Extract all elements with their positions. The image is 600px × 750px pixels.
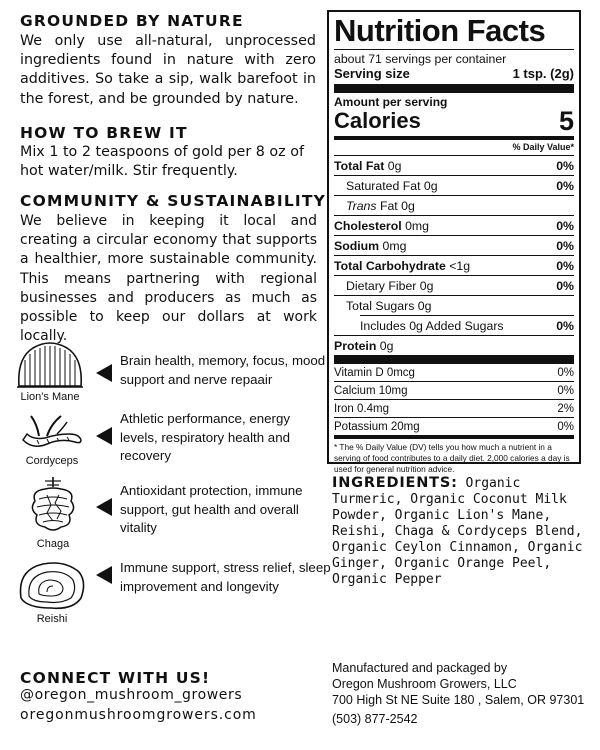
social-handle-link[interactable]: @oregon_mushroom_growers xyxy=(20,687,243,703)
saturated-fat-label: Saturated Fat 0g xyxy=(346,178,438,193)
trans-fat-row xyxy=(334,196,574,215)
total-fat-row xyxy=(334,156,574,175)
calcium-dv: 0% xyxy=(557,384,574,397)
connect-heading: CONNECT WITH US! xyxy=(20,669,211,687)
cholesterol-dv: 0% xyxy=(556,218,574,233)
website-link[interactable]: oregonmushroomgrowers.com xyxy=(20,707,257,723)
calories-value: 5 xyxy=(558,106,574,136)
arrow-left-icon xyxy=(96,427,112,445)
carbohydrate-row xyxy=(334,256,574,275)
total-fat-label: Total Fat xyxy=(334,158,385,173)
carbohydrate-dv: 0% xyxy=(556,258,574,273)
potassium-dv: 0% xyxy=(557,420,574,433)
sodium-label: Sodium xyxy=(334,238,380,253)
brew-heading: HOW TO BREW IT xyxy=(20,124,188,142)
mushroom-label: Lion's Mane xyxy=(20,391,80,403)
potassium-label: Potassium 20mg xyxy=(334,420,420,433)
servings-per-container: about 71 servings per container xyxy=(334,52,507,66)
vitamin-d-dv: 0% xyxy=(557,366,574,379)
sodium-amount: 0mg xyxy=(382,238,407,253)
dietary-fiber-row xyxy=(334,276,574,295)
cholesterol-label: Cholesterol xyxy=(334,218,402,233)
community-text: We believe in keeping it local and creating a circular economy that supports a healthier, more sustainable community. This means partnering with regional businesses and producers as much as possible to keep our dollars at work locally. xyxy=(20,213,317,345)
iron-label: Iron 0.4mg xyxy=(334,402,389,415)
potassium-row xyxy=(334,418,574,435)
chaga-icon xyxy=(25,475,81,537)
grounded-text: We only use all-natural, unprocessed ingredients found in nature with zero additives. So take a sip, walk barefoot in the forest, and be grounded by nature. xyxy=(20,33,316,107)
lions-mane-icon xyxy=(15,340,85,390)
arrow-left-icon xyxy=(96,566,112,584)
calcium-row xyxy=(334,382,574,399)
calories-label: Calories xyxy=(334,108,421,133)
iron-dv: 2% xyxy=(557,402,574,415)
community-heading: COMMUNITY & SUSTAINABILITY xyxy=(20,192,327,210)
serving-size-row xyxy=(334,66,574,81)
added-sugars-dv: 0% xyxy=(556,318,574,333)
carbohydrate-amount: <1g xyxy=(449,258,471,273)
dietary-fiber-dv: 0% xyxy=(556,278,574,293)
saturated-fat-row xyxy=(334,176,574,195)
manufacturer-phone: (503) 877-2542 xyxy=(332,712,418,726)
nutrition-facts-panel xyxy=(327,10,581,474)
daily-value-footnote: * The % Daily Value (DV) tells you how much a nutrient in a serving of food contributes to a daily diet. 2,000 calories a day is used for general nutrition advice. xyxy=(334,442,570,474)
mushroom-label: Cordyceps xyxy=(25,455,79,467)
serving-size-value: 1 tsp. (2g) xyxy=(512,66,574,81)
cordyceps-icon xyxy=(17,410,87,454)
manufacturer-address: 700 High St NE Suite 180 , Salem, OR 97301 xyxy=(332,693,585,707)
serving-size-label: Serving size xyxy=(334,66,410,81)
protein-row xyxy=(334,336,574,355)
ingredients-heading: INGREDIENTS: xyxy=(332,475,458,491)
mushroom-benefits: Antioxidant protection, immune support, gut health and overall vitality xyxy=(120,483,303,535)
vitamin-d-label: Vitamin D 0mcg xyxy=(334,366,415,379)
protein-label: Protein xyxy=(334,338,377,353)
dietary-fiber-label: Dietary Fiber 0g xyxy=(346,278,434,293)
carbohydrate-label: Total Carbohydrate xyxy=(334,258,446,273)
added-sugars-row xyxy=(334,316,574,335)
calcium-label: Calcium 10mg xyxy=(334,384,408,397)
manufacturer-line1: Manufactured and packaged by xyxy=(332,661,508,675)
total-sugars-row xyxy=(334,296,574,315)
manufacturer-line2: Oregon Mushroom Growers, LLC xyxy=(332,677,517,691)
arrow-left-icon xyxy=(96,498,112,516)
mushroom-label: Chaga xyxy=(36,538,70,550)
trans-fat-label: Fat 0g xyxy=(379,198,415,213)
brew-text: Mix 1 to 2 teaspoons of gold per 8 oz of hot water/milk. Stir frequently. xyxy=(20,144,304,180)
sodium-dv: 0% xyxy=(556,238,574,253)
saturated-fat-dv: 0% xyxy=(556,178,574,193)
vitamin-d-row xyxy=(334,364,574,381)
total-fat-amount: 0g xyxy=(387,158,402,173)
daily-value-header: % Daily Value* xyxy=(512,142,574,152)
trans-fat-italic: Trans xyxy=(346,198,377,213)
cholesterol-amount: 0mg xyxy=(405,218,429,233)
mushroom-benefits: Athletic performance, energy levels, respiratory health and recovery xyxy=(120,411,290,463)
added-sugars-label: Includes 0g Added Sugars xyxy=(360,318,504,333)
total-fat-dv: 0% xyxy=(556,158,574,173)
ingredients-block xyxy=(332,475,594,588)
arrow-left-icon xyxy=(96,364,112,382)
sodium-row xyxy=(334,236,574,255)
nutrition-title: Nutrition Facts xyxy=(334,13,546,48)
total-sugars-label: Total Sugars 0g xyxy=(346,298,432,313)
amount-per-serving: Amount per serving xyxy=(334,95,448,109)
grounded-heading: GROUNDED BY NATURE xyxy=(20,12,244,30)
iron-row xyxy=(334,400,574,417)
protein-amount: 0g xyxy=(379,338,394,353)
reishi-icon xyxy=(17,558,87,612)
mushroom-benefits: Immune support, stress relief, sleep improvement and longevity xyxy=(120,560,331,594)
mushroom-benefits: Brain health, memory, focus, mood support and nerve repaair xyxy=(120,353,326,387)
mushroom-label: Reishi xyxy=(36,613,68,625)
ingredients-text: Organic Turmeric, Organic Coconut Milk Powder, Organic Lion's Mane, Reishi, Chaga & Cordyceps Blend, Organic Ceylon Cinnamon, Organic Ginger, Organic Orange Peel, Organic Pepper xyxy=(332,476,583,587)
calories-row xyxy=(334,106,574,136)
cholesterol-row xyxy=(334,216,574,235)
